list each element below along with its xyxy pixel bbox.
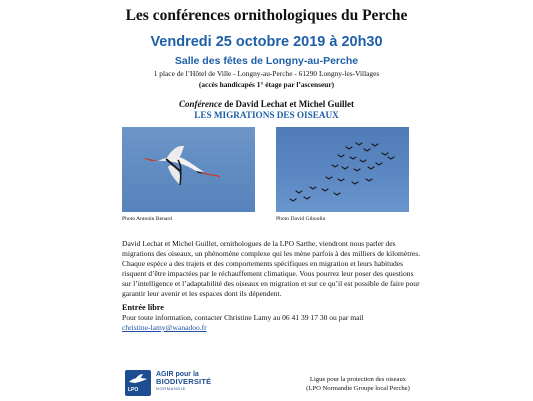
photo-credit-2: Photo David Giboulin	[276, 216, 326, 222]
event-address: 1 place de l’Hôtel de Ville - Longny-au-Perche - 61290 Longny-les-Villages	[153, 69, 380, 78]
page-title: Les conférences ornithologiques du Perche	[125, 7, 408, 24]
lpo-bird-icon	[125, 370, 151, 396]
conference-label: Conférence	[179, 99, 222, 109]
event-date: Vendredi 25 octobre 2019 à 20h30	[150, 34, 383, 50]
logo-line-3: NORMANDIE	[156, 386, 186, 391]
stork-photo	[122, 127, 255, 212]
event-venue: Salle des fêtes de Longny-au-Perche	[174, 55, 359, 67]
description-paragraph: David Lechat et Michel Guillet, ornithologues de la LPO Sarthe, viendront nous parler des migrations des oiseaux, un phénomène complexe qui les mène parfois à des milliers de kilomètres. Chaque espèce a des trajets et des comportements spécifiques en migration et leurs habitudes risquent d’être impactées par le réchauffement climatique. Vous pourrez leur poser des questions sur l’intelligence et l’adaptabilité des oiseaux en migration et sur ce qu’il est possible de faire pour garantir leur avenir et les espaces dont ils dépendent.	[122, 239, 421, 298]
footer-line-2: (LPO Normandie Groupe local Perche)	[306, 384, 410, 392]
event-description	[122, 239, 422, 333]
cranes-photo	[276, 127, 409, 212]
accessibility-note: (accès handicapés 1° étage par l’ascenseur)	[198, 80, 335, 89]
logo-line-1: AGIR pour la	[156, 371, 199, 378]
footer-line-1: Ligue pour la protection des oiseaux	[309, 376, 407, 383]
organizer-footer	[285, 376, 431, 393]
conference-theme: LES MIGRATIONS DES OISEAUX	[194, 110, 339, 120]
stork-in-flight-icon	[122, 127, 255, 212]
lpo-badge: LPO	[128, 387, 139, 393]
photo-credit-1: Photo Antonin Benard	[122, 216, 173, 222]
speaker-names: de David Lechat et Michel Guillet	[222, 99, 354, 109]
conference-speakers	[0, 99, 533, 109]
flock-of-cranes-icon	[276, 127, 409, 212]
entry-free: Entrée libre	[122, 303, 164, 312]
logo-text	[156, 371, 211, 392]
logo-line-2: BIODIVERSITÉ	[156, 377, 212, 386]
lpo-logo	[125, 370, 225, 398]
contact-email-link[interactable]: christine-lamy@wanadoo.fr	[122, 323, 207, 332]
contact-info: Pour toute information, contacter Christine Lamy au 06 41 39 17 30 ou par mail	[122, 313, 364, 322]
